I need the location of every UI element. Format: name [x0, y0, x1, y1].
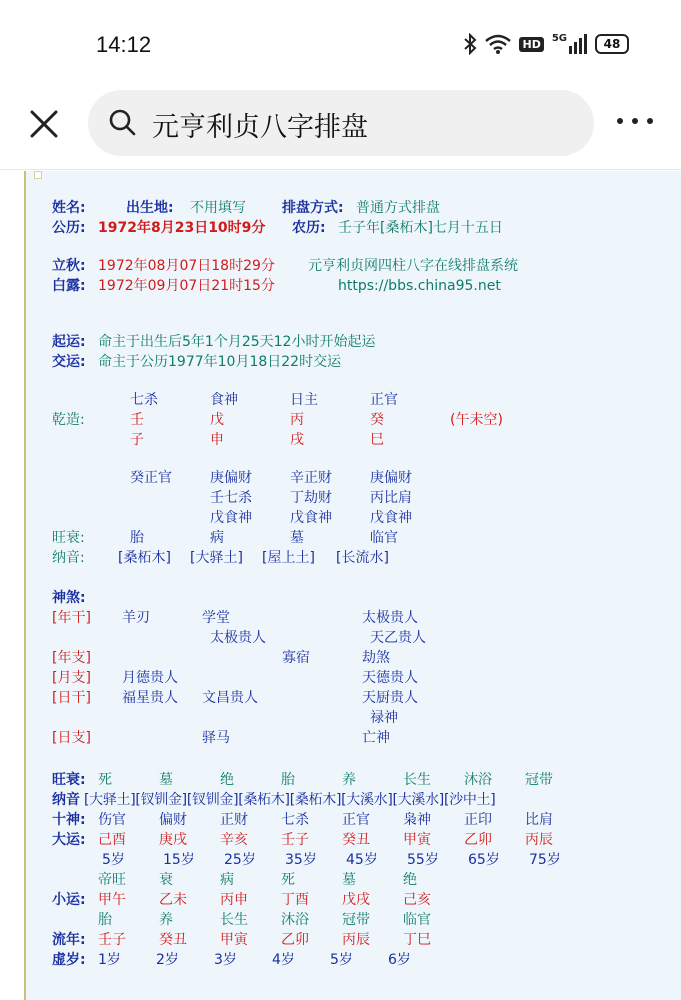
shensha-tag: [日干]: [52, 690, 91, 706]
shensha-tag: [日支]: [52, 730, 91, 746]
more-options-button[interactable]: [617, 118, 653, 124]
nayin-label: 纳音:: [52, 550, 85, 566]
dy-xusui-cell: 6岁: [388, 952, 411, 968]
dy-xusui-cell: 1岁: [98, 952, 121, 968]
nongli-value: 壬子年[桑柘木]七月十五日: [338, 220, 503, 236]
shensha-tag: [月支]: [52, 670, 91, 686]
bailu-label: 白露:: [52, 278, 86, 294]
dy-xy-state-cell: 衰: [159, 872, 173, 888]
dy-xusui-label: 虚岁:: [52, 952, 86, 968]
dy-xy-state-cell: 病: [220, 872, 234, 888]
gongli-label: 公历:: [52, 220, 86, 236]
battery-icon: 48: [595, 34, 629, 54]
more-dot: [632, 118, 638, 124]
hidden-stem: 丁劫财: [290, 490, 332, 506]
hd-icon: HD: [519, 37, 543, 52]
nongli-label: 农历:: [292, 220, 326, 236]
name-label: 姓名:: [52, 200, 86, 216]
shensha-item: 天乙贵人: [370, 630, 426, 646]
method-label: 排盘方式:: [282, 200, 344, 216]
hidden-stem: 戊食神: [210, 510, 252, 526]
dy-xusui-cell: 2岁: [156, 952, 179, 968]
jiaoyun-label: 交运:: [52, 354, 86, 370]
dy-shishen-cell: 伤官: [98, 812, 126, 828]
corner-marker: [34, 171, 42, 179]
dy-age-cell: 5岁: [102, 852, 125, 868]
signal-icon: 5G: [552, 34, 587, 54]
dy-wangshuai-cell: 长生: [403, 772, 431, 788]
qiyun-value: 命主于出生后5年1个月25天12小时开始起运: [98, 334, 376, 350]
dy-liunian-cell: 癸丑: [159, 932, 187, 948]
dy-xiaoyun-cell: 戊戌: [342, 892, 370, 908]
shensha-label: 神煞:: [52, 590, 86, 606]
wangshuai-month: 病: [210, 530, 224, 546]
shensha-item: 驿马: [202, 730, 230, 746]
dy-age-cell: 25岁: [224, 852, 256, 868]
kong-wang: (午未空): [450, 412, 503, 428]
shensha-item: 天德贵人: [362, 670, 418, 686]
branch-year: 子: [130, 432, 144, 448]
wangshuai-label: 旺衰:: [52, 530, 85, 546]
birthplace-label: 出生地:: [126, 200, 174, 216]
nayin-hour: [长流水]: [336, 550, 389, 566]
dy-xy-state-cell: 死: [281, 872, 295, 888]
dy-dayun-cell: 庚戌: [159, 832, 187, 848]
search-icon: [108, 108, 138, 138]
hidden-stem: 丙比肩: [370, 490, 412, 506]
liqiu-label: 立秋:: [52, 258, 86, 274]
dy-wangshuai-cell: 冠带: [525, 772, 553, 788]
dy-age-cell: 45岁: [346, 852, 378, 868]
dy-dayun-cell: 丙辰: [525, 832, 553, 848]
dy-xusui-cell: 3岁: [214, 952, 237, 968]
branch-day: 戌: [290, 432, 304, 448]
dy-dayun-cell: 癸丑: [342, 832, 370, 848]
dy-nayin-value: [大驿土][钗钏金][钗钏金][桑柘木][桑柘木][大溪水][大溪水][沙中土]: [84, 792, 496, 808]
dy-xiaoyun-cell: 己亥: [403, 892, 431, 908]
dy-age-cell: 55岁: [407, 852, 439, 868]
shensha-item: 月德贵人: [122, 670, 178, 686]
shensha-item: 天厨贵人: [362, 690, 418, 706]
hidden-stem: 戊食神: [370, 510, 412, 526]
nayin-month: [大驿土]: [190, 550, 243, 566]
bazi-result-page: [24, 171, 681, 1000]
browser-top-bar: [0, 90, 681, 170]
site-name: 元亨利贞网四柱八字在线排盘系统: [308, 258, 518, 274]
dy-xiaoyun-cell: 甲午: [98, 892, 126, 908]
more-dot: [647, 118, 653, 124]
wangshuai-day: 墓: [290, 530, 304, 546]
ten-god-year: 七杀: [130, 392, 158, 408]
hidden-stem: 庚偏财: [370, 470, 412, 486]
dy-dayun-cell: 辛亥: [220, 832, 248, 848]
stem-month: 戊: [210, 412, 224, 428]
dy-dayun-cell: 壬子: [281, 832, 309, 848]
bailu-value: 1972年09月07日21时15分: [98, 278, 275, 294]
dy-liunian-cell: 丙辰: [342, 932, 370, 948]
shensha-tag: [年支]: [52, 650, 91, 666]
status-time: 14:12: [96, 32, 152, 57]
hidden-stem: 壬七杀: [210, 490, 252, 506]
dy-xy-state2-cell: 沐浴: [281, 912, 309, 928]
search-bar[interactable]: [88, 90, 594, 156]
dy-shishen-cell: 正官: [342, 812, 370, 828]
dy-wangshuai-cell: 沐浴: [464, 772, 492, 788]
dy-xy-state-cell: 帝旺: [98, 872, 126, 888]
dy-wangshuai-cell: 绝: [220, 772, 234, 788]
shensha-item: 亡神: [362, 730, 390, 746]
dy-nayin-label: 纳音: [52, 792, 80, 808]
qiyun-label: 起运:: [52, 334, 86, 350]
dy-xiaoyun-cell: 丁酉: [281, 892, 309, 908]
dy-age-cell: 65岁: [468, 852, 500, 868]
stem-day: 丙: [290, 412, 304, 428]
dy-xiaoyun-label: 小运:: [52, 892, 86, 908]
hidden-stem: 辛正财: [290, 470, 332, 486]
status-bar: [0, 0, 681, 90]
jiaoyun-value: 命主于公历1977年10月18日22时交运: [98, 354, 342, 370]
shensha-item: 太极贵人: [210, 630, 266, 646]
dy-wangshuai-label: 旺衰:: [52, 772, 86, 788]
search-query[interactable]: 元亨利贞八字排盘: [152, 112, 368, 143]
method-value: 普通方式排盘: [356, 200, 440, 216]
dy-shishen-cell: 正财: [220, 812, 248, 828]
shensha-item: 劫煞: [362, 650, 390, 666]
dy-xy-state2-cell: 养: [159, 912, 173, 928]
dy-wangshuai-cell: 墓: [159, 772, 173, 788]
dy-liunian-cell: 甲寅: [220, 932, 248, 948]
stem-year: 壬: [130, 412, 144, 428]
dy-xusui-cell: 4岁: [272, 952, 295, 968]
branch-hour: 巳: [370, 432, 384, 448]
dy-age-cell: 75岁: [529, 852, 561, 868]
dy-xy-state2-cell: 胎: [98, 912, 112, 928]
qianzao-label: 乾造:: [52, 412, 85, 428]
hidden-stem: 庚偏财: [210, 470, 252, 486]
dy-liunian-label: 流年:: [52, 932, 86, 948]
dy-xy-state2-cell: 冠带: [342, 912, 370, 928]
dy-shishen-cell: 枭神: [403, 812, 431, 828]
ten-god-month: 食神: [210, 392, 238, 408]
dy-shishen-label: 十神:: [52, 812, 86, 828]
shensha-item: 太极贵人: [362, 610, 418, 626]
birthplace-value: 不用填写: [190, 200, 246, 216]
bluetooth-icon: [463, 33, 477, 55]
dy-age-cell: 15岁: [163, 852, 195, 868]
dy-dayun-cell: 乙卯: [464, 832, 492, 848]
dy-wangshuai-cell: 胎: [281, 772, 295, 788]
dy-xiaoyun-cell: 丙申: [220, 892, 248, 908]
close-icon[interactable]: [28, 108, 60, 140]
ten-god-day: 日主: [290, 392, 318, 408]
status-icons: [463, 33, 629, 55]
stem-hour: 癸: [370, 412, 384, 428]
liqiu-value: 1972年08月07日18时29分: [98, 258, 275, 274]
dy-wangshuai-cell: 死: [98, 772, 112, 788]
dy-dayun-cell: 己酉: [98, 832, 126, 848]
dy-xy-state2-cell: 长生: [220, 912, 248, 928]
shensha-item: 学堂: [202, 610, 230, 626]
dy-xy-state2-cell: 临官: [403, 912, 431, 928]
nayin-day: [屋上土]: [262, 550, 315, 566]
hidden-stem: 戊食神: [290, 510, 332, 526]
shensha-item: 禄神: [370, 710, 398, 726]
branch-month: 申: [210, 432, 224, 448]
dy-shishen-cell: 正印: [464, 812, 492, 828]
dy-shishen-cell: 偏财: [159, 812, 187, 828]
ten-god-hour: 正官: [370, 392, 398, 408]
dy-xy-state-cell: 绝: [403, 872, 417, 888]
dy-dayun-label: 大运:: [52, 832, 86, 848]
hidden-stem: 癸正官: [130, 470, 172, 486]
dy-xiaoyun-cell: 乙未: [159, 892, 187, 908]
dy-dayun-cell: 甲寅: [403, 832, 431, 848]
dy-xusui-cell: 5岁: [330, 952, 353, 968]
dy-liunian-cell: 乙卯: [281, 932, 309, 948]
gongli-value: 1972年8月23日10时9分: [98, 220, 266, 236]
dy-age-cell: 35岁: [285, 852, 317, 868]
dy-shishen-cell: 比肩: [525, 812, 553, 828]
web-content: [0, 171, 681, 1000]
shensha-item: 文昌贵人: [202, 690, 258, 706]
dy-liunian-cell: 丁巳: [403, 932, 431, 948]
site-url[interactable]: https://bbs.china95.net: [338, 278, 501, 294]
shensha-item: 福星贵人: [122, 690, 178, 706]
wangshuai-hour: 临官: [370, 530, 398, 546]
dy-wangshuai-cell: 养: [342, 772, 356, 788]
wangshuai-year: 胎: [130, 530, 144, 546]
shensha-tag: [年干]: [52, 610, 91, 626]
wifi-icon: [485, 34, 511, 54]
dy-liunian-cell: 壬子: [98, 932, 126, 948]
shensha-item: 寡宿: [282, 650, 310, 666]
more-dot: [617, 118, 623, 124]
nayin-year: [桑柘木]: [118, 550, 171, 566]
dy-xy-state-cell: 墓: [342, 872, 356, 888]
shensha-item: 羊刃: [122, 610, 150, 626]
dy-shishen-cell: 七杀: [281, 812, 309, 828]
